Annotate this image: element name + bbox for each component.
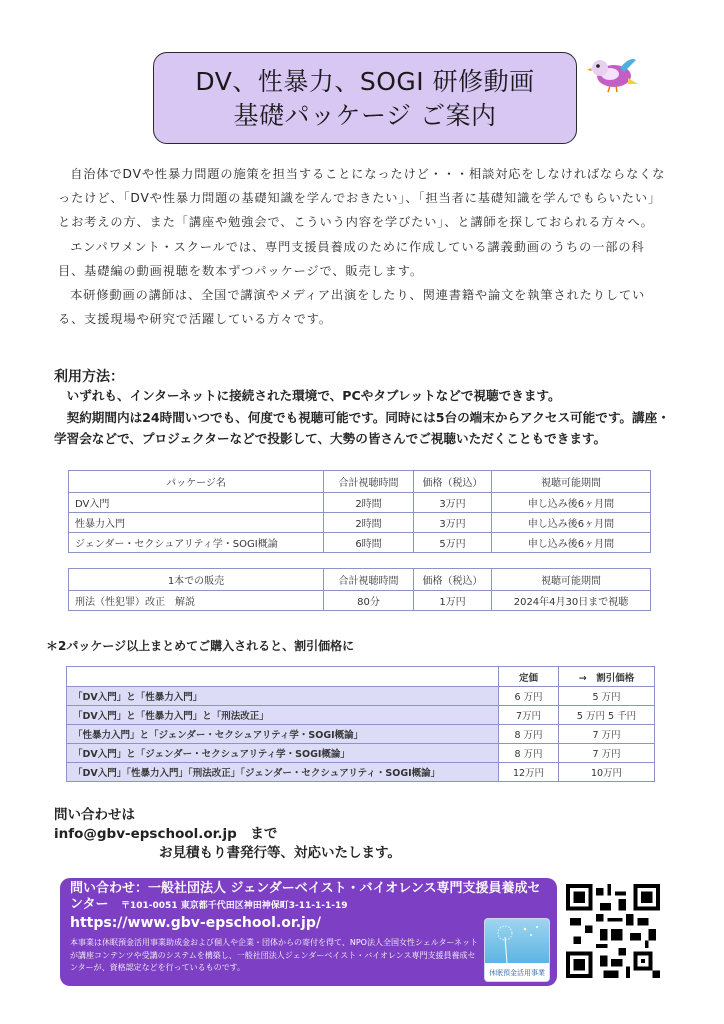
intro-paragraph: エンパワメント・スクールでは、専門支援員養成のために作成している講義動画のうちの一部の科目、基礎編の動画視聴を数本ずつパッケージで、販売します。 bbox=[58, 239, 645, 278]
package-period: 申し込み後6ヶ月間 bbox=[492, 493, 651, 513]
package-period: 申し込み後6ヶ月間 bbox=[492, 513, 651, 533]
header-cell bbox=[67, 667, 499, 687]
table-row bbox=[69, 533, 651, 553]
usage-text bbox=[54, 385, 670, 450]
table-row bbox=[67, 725, 655, 744]
single-price: 1万円 bbox=[414, 591, 492, 611]
dandelion-icon bbox=[485, 919, 549, 963]
table-row bbox=[69, 513, 651, 533]
footer-box bbox=[60, 878, 557, 986]
package-table bbox=[68, 470, 651, 553]
package-duration: 6時間 bbox=[324, 533, 414, 553]
list-price: 12万円 bbox=[499, 763, 559, 782]
discount-price: 5 万円 bbox=[559, 687, 655, 706]
discount-note: ＊2パッケージ以上まとめてご購入されると、割引価格に bbox=[46, 639, 355, 653]
table-row bbox=[67, 744, 655, 763]
package-price: 3万円 bbox=[414, 493, 492, 513]
combo-name: 「DV入門」と「性暴力入門」 bbox=[67, 687, 499, 706]
list-price: 6 万円 bbox=[499, 687, 559, 706]
footer-org-text: 問い合わせ：一般社団法人 ジェンダーベイスト・バイオレンス専門支援員養成センター bbox=[70, 881, 541, 912]
package-name: ジェンダー・セクシュアリティ学・SOGI概論 bbox=[69, 533, 324, 553]
package-name: DV入門 bbox=[69, 493, 324, 513]
package-duration: 2時間 bbox=[324, 513, 414, 533]
footer-note: 本事業は休眠預金活用事業助成金および個人や企業・団体からの寄付を得て、NPO法人全国女性シェルターネットが講座コンテンツや受講のシステムを構築し、一般社団法人ジェンダーベイスト・バイオレンス専門支援員養成センターが、資格認定などを行っているものです。 bbox=[70, 938, 479, 972]
usage-line: 契約期間内は24時間いつでも、何度でも視聴可能です。同時には5台の端末からアクセス可能です。講座・学習会などで、プロジェクターなどで投影して、大勢の皆さんでご視聴いただくこともできます。 bbox=[54, 409, 670, 446]
header-cell: 合計視聴時間 bbox=[324, 569, 414, 591]
contact-heading: 問い合わせは bbox=[54, 807, 135, 823]
discount-price: 7 万円 bbox=[559, 725, 655, 744]
header-cell: 1本での販売 bbox=[69, 569, 324, 591]
combo-name: 「DV入門」と「ジェンダー・セクシュアリティ学・SOGI概論」 bbox=[67, 744, 499, 763]
package-price: 5万円 bbox=[414, 533, 492, 553]
footer-url[interactable]: https://www.gbv-epschool.or.jp/ bbox=[70, 915, 321, 931]
header-cell: 価格（税込） bbox=[414, 569, 492, 591]
title-banner bbox=[153, 52, 577, 144]
header-cell: → 割引価格 bbox=[559, 667, 655, 687]
discount-price: 7 万円 bbox=[559, 744, 655, 763]
qr-code-icon[interactable] bbox=[566, 884, 660, 978]
intro-paragraph: 本研修動画の講師は、全国で講演やメディア出演をしたり、関連書籍や論文を執筆されたりしている、支援現場や研究で活躍している方々です。 bbox=[58, 288, 646, 327]
contact-note: お見積もり書発行等、対応いたします。 bbox=[159, 845, 401, 861]
header-cell: パッケージ名 bbox=[69, 471, 324, 493]
list-price: 8 万円 bbox=[499, 725, 559, 744]
discount-price: 10万円 bbox=[559, 763, 655, 782]
header-cell: 価格（税込） bbox=[414, 471, 492, 493]
single-name: 刑法（性犯罪）改正 解説 bbox=[69, 591, 324, 611]
bird-icon bbox=[586, 50, 638, 94]
table-row bbox=[69, 591, 651, 611]
title-line-2: 基礎パッケージ ご案内 bbox=[233, 101, 497, 130]
combo-name: 「性暴力入門」と「ジェンダー・セクシュアリティ学・SOGI概論」 bbox=[67, 725, 499, 744]
header-cell: 視聴可能期間 bbox=[492, 569, 651, 591]
single-duration: 80分 bbox=[324, 591, 414, 611]
list-price: 7万円 bbox=[499, 706, 559, 725]
combo-name: 「DV入門」と「性暴力入門」と「刑法改正」 bbox=[67, 706, 499, 725]
combo-name: 「DV入門」「性暴力入門」「刑法改正」「ジェンダー・セクシュアリティ・SOGI概論」 bbox=[67, 763, 499, 782]
table-header-row bbox=[67, 667, 655, 687]
footer-address: 〒101-0051 東京都千代田区神田神保町3-11-1-1-19 bbox=[121, 901, 348, 911]
package-period: 申し込み後6ヶ月間 bbox=[492, 533, 651, 553]
footer-org bbox=[70, 881, 547, 914]
contact-email[interactable]: info@gbv-epschool.or.jp まで bbox=[54, 826, 278, 842]
table-row bbox=[67, 763, 655, 782]
package-duration: 2時間 bbox=[324, 493, 414, 513]
header-cell: 定価 bbox=[499, 667, 559, 687]
single-period: 2024年4月30日まで視聴 bbox=[492, 591, 651, 611]
dormant-deposit-badge bbox=[484, 918, 550, 982]
usage-heading: 利用方法： bbox=[54, 369, 124, 385]
table-header-row bbox=[69, 569, 651, 591]
package-price: 3万円 bbox=[414, 513, 492, 533]
discount-table bbox=[66, 666, 655, 782]
discount-price: 5 万円 5 千円 bbox=[559, 706, 655, 725]
badge-caption: 休眠預金活用事業 bbox=[489, 969, 545, 977]
table-row bbox=[67, 706, 655, 725]
table-header-row bbox=[69, 471, 651, 493]
table-row bbox=[67, 687, 655, 706]
header-cell: 視聴可能期間 bbox=[492, 471, 651, 493]
usage-line: いずれも、インターネットに接続された環境で、PCやタブレットなどで視聴できます。 bbox=[66, 388, 561, 403]
single-sale-table bbox=[68, 568, 651, 611]
header-cell: 合計視聴時間 bbox=[324, 471, 414, 493]
list-price: 8 万円 bbox=[499, 744, 559, 763]
package-name: 性暴力入門 bbox=[69, 513, 324, 533]
title-line-1: DV、性暴力、SOGI 研修動画 bbox=[195, 67, 535, 96]
intro-text bbox=[58, 162, 668, 331]
intro-paragraph: 自治体でDVや性暴力問題の施策を担当することになったけど・・・相談対応をしなければならなくなったけど、「DVや性暴力問題の基礎知識を学んでおきたい」、「担当者に基礎知識を学んでもらいたい」とお考えの方、また「講座や勉強会で、こういう内容を学びたい」、と講師を探しておられる方々へ。 bbox=[58, 167, 666, 230]
table-row bbox=[69, 493, 651, 513]
contact-section bbox=[54, 806, 401, 863]
